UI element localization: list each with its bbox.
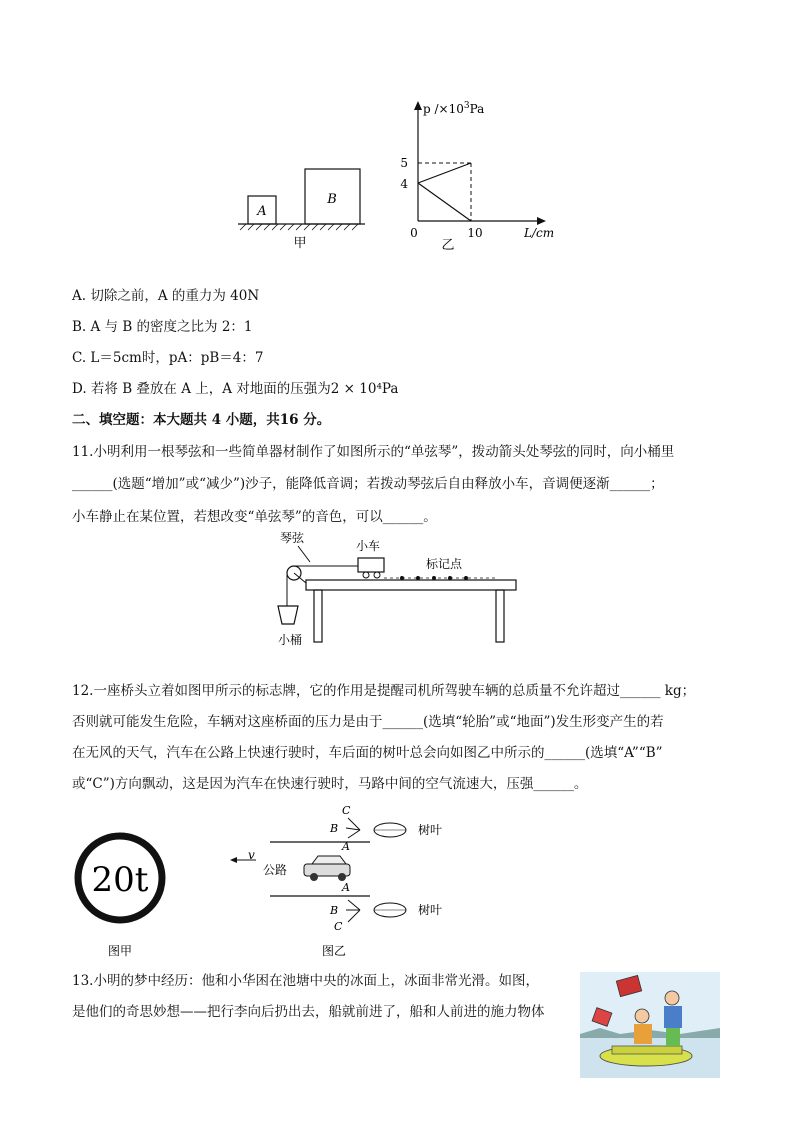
dir-a-bottom: A — [342, 881, 350, 894]
block-b-label: B — [327, 192, 337, 207]
label-bucket: 小桶 — [278, 633, 303, 647]
table-top — [306, 580, 516, 590]
car-icon — [304, 856, 350, 881]
dir-b-top: B — [330, 822, 339, 835]
block-a-label: A — [257, 204, 267, 219]
monochord-figure — [270, 528, 530, 653]
caption-fig-yi: 图乙 — [321, 944, 347, 958]
string-pointer — [298, 546, 310, 562]
boy-body — [664, 1006, 682, 1028]
q11-line3: 小车静止在某位置，若想改变“单弦琴”的音色，可以______。 — [72, 509, 437, 525]
q12-line2: 否则就可能发生危险，车辆对这座桥面的压力是由于______(选填“轮胎”或“地面”)发生形变产生的若 — [72, 714, 664, 730]
q13-line2: 是他们的奇思妙想——把行李向后扔出去，船就前进了，船和人前进的施力物体 — [72, 1004, 545, 1020]
option-b: B. A 与 B 的密度之比为 2：1 — [72, 319, 253, 335]
q11-line2: ______(选题“增加”或“减少”)沙子，能降低音调；若拨动琴弦后自由释放小车，音调便逐渐______； — [72, 476, 664, 492]
label-marks: 标记点 — [426, 557, 463, 571]
q12-line4: 或“C”)方向飘动，这是因为汽车在快速行驶时，马路中间的空气流速大，压强______。 — [72, 776, 588, 792]
caption-jia: 甲 — [293, 236, 307, 251]
boat-illustration — [580, 972, 720, 1078]
q11-line1: 11.小明利用一根琴弦和一些简单器材制作了如图所示的“单弦琴”，拨动箭头处琴弦的同时，向小桶里 — [72, 444, 675, 460]
leaf-label-top: 树叶 — [418, 823, 443, 837]
option-d: D. 若将 B 叠放在 A 上，A 对地面的压强为2 × 10⁴Pa — [72, 381, 399, 397]
line-a — [418, 183, 471, 221]
label-string: 琴弦 — [280, 531, 305, 545]
table-leg-right — [496, 590, 504, 642]
section-heading: 二、填空题：本大题共 4 小题，共16 分。 — [72, 412, 331, 428]
leaf-label-bottom: 树叶 — [418, 903, 443, 917]
girl-head — [635, 1009, 649, 1023]
caption-yi: 乙 — [441, 238, 455, 253]
q12-line3: 在无风的天气，汽车在公路上快速行驶时，车后面的树叶总会向如图乙中所示的______(选填“A”“B” — [72, 745, 663, 761]
sign-text: 20t — [91, 860, 149, 900]
tick-10: 10 — [467, 226, 483, 240]
dir-b-bottom: B — [330, 904, 339, 917]
option-c: C. L＝5cm时，pA：pB＝4：7 — [72, 350, 264, 366]
x-axis-label: L/cm — [524, 226, 555, 240]
arrows-bottom — [346, 900, 360, 922]
x-axis-arrow — [537, 217, 546, 225]
arrows-top — [346, 818, 360, 838]
label-v: v — [248, 848, 255, 862]
line-b — [418, 163, 471, 183]
caption-fig-jia: 图甲 — [107, 944, 133, 958]
bucket — [278, 606, 298, 624]
dir-a-top: A — [342, 840, 350, 853]
tick-4: 4 — [400, 177, 408, 191]
y-axis-arrow — [414, 101, 422, 110]
dir-c-top: C — [342, 804, 351, 817]
y-axis-label: p $/\times 10^3Pa$ — [423, 101, 485, 116]
bridge-figure — [60, 800, 480, 960]
label-car: 小车 — [356, 539, 381, 553]
dir-c-bottom: C — [334, 920, 343, 933]
boy-legs — [666, 1028, 680, 1046]
tick-5: 5 — [400, 156, 408, 170]
ground-hatching — [240, 224, 358, 230]
q12-line1: 12.一座桥头立着如图甲所示的标志牌，它的作用是提醒司机所驾驶车辆的总质量不允许超过______ kg； — [72, 683, 696, 699]
label-road: 公路 — [263, 863, 288, 877]
girl-body — [634, 1024, 652, 1044]
boy-head — [665, 991, 679, 1005]
pressure-figure — [230, 95, 570, 255]
table-leg-left — [314, 590, 322, 642]
q13-line1: 13.小明的梦中经历：他和小华困在池塘中央的冰面上，冰面非常光滑。如图， — [72, 973, 539, 989]
tick-0: 0 — [410, 226, 418, 240]
toy-car — [358, 558, 384, 572]
option-a: A. 切除之前，A 的重力为 40N — [72, 288, 260, 304]
